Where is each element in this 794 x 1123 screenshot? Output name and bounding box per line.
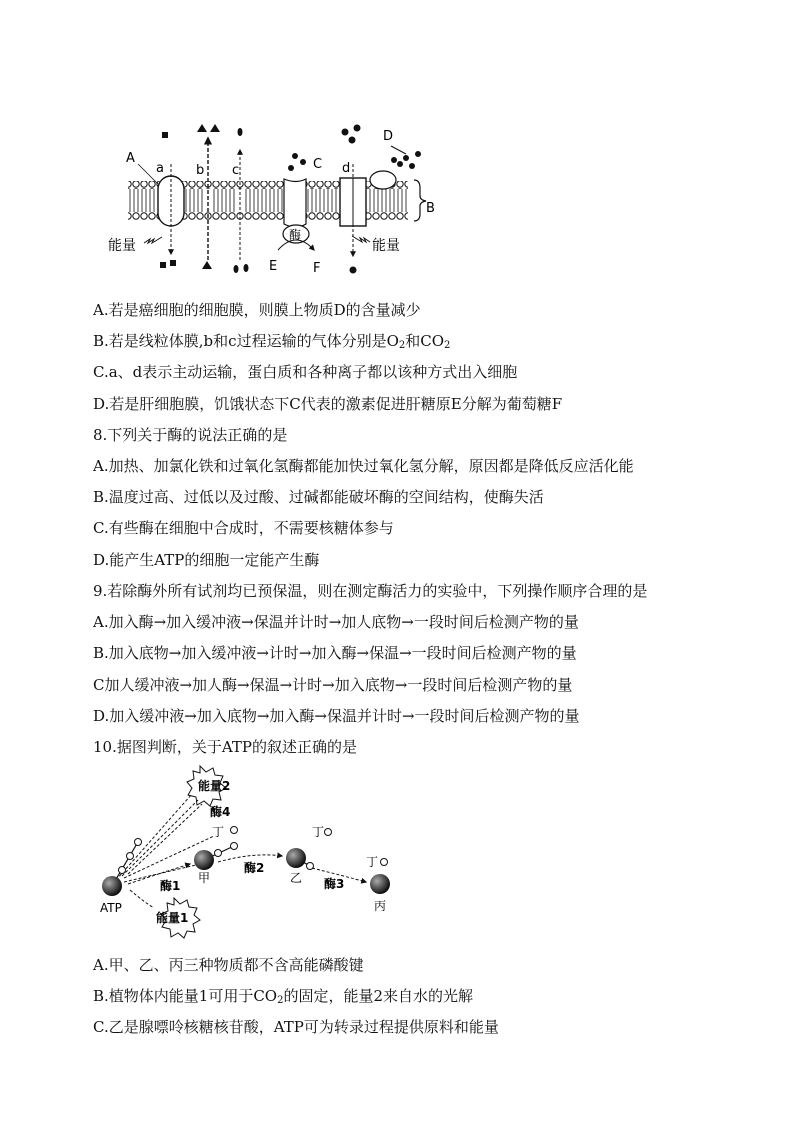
q7-option-d: D.若是肝细胞膜，饥饿状态下C代表的激素促进肝糖原E分解为葡萄糖F (93, 395, 563, 413)
q7-option-b (93, 331, 450, 356)
label-c: c (232, 163, 240, 178)
label-enzyme4: 酶4 (210, 805, 231, 819)
q10-stem: 10.据图判断，关于ATP的叙述正确的是 (93, 738, 357, 756)
q8-stem: 8.下列关于酶的说法正确的是 (93, 426, 288, 444)
q10-option-c: C.乙是腺嘌呤核糖核苷酸，ATP可为转录过程提供原料和能量 (93, 1018, 499, 1036)
label-energy-left: 能量 (108, 238, 136, 254)
q10-b-prefix: B.植物体内能量1可用于CO (93, 987, 278, 1005)
label-E: E (269, 259, 278, 274)
membrane-diagram (100, 124, 440, 282)
q8-option-a: A.加热、加氯化铁和过氧化氢酶都能加快过氧化氢分解，原因都是降低反应活化能 (93, 457, 634, 475)
label-enzyme2: 酶2 (244, 861, 265, 875)
q7-option-c: C.a、d表示主动运输，蛋白质和各种离子都以该种方式出入细胞 (93, 363, 518, 381)
label-enzyme1: 酶1 (160, 879, 181, 893)
label-enzyme3: 酶3 (324, 877, 345, 891)
label-A: A (126, 151, 135, 166)
label-d: d (342, 161, 351, 176)
label-ding1: 丁 (212, 825, 225, 839)
label-yi: 乙 (290, 871, 303, 885)
q9-option-d: D.加入缓冲液→加入底物→加入酶→保温并计时→一段时间后检测产物的量 (93, 707, 580, 725)
q7-b-prefix: B.若是线粒体膜,b和c过程运输的气体分别是O (93, 332, 399, 350)
label-jia: 甲 (198, 871, 211, 885)
q8-option-c: C.有些酶在细胞中合成时，不需要核糖体参与 (93, 519, 394, 537)
label-B: B (426, 201, 435, 216)
q9-option-b: B.加入底物→加入缓冲液→计时→加入酶→保温→一段时间后检测产物的量 (93, 644, 577, 662)
q7-b-sub1: 2 (398, 340, 406, 351)
label-energy-right: 能量 (372, 238, 400, 254)
label-C: C (313, 157, 323, 172)
q9-option-a: A.加入酶→加入缓冲液→保温并计时→加人底物→一段时间后检测产物的量 (93, 613, 579, 631)
q10-b-sub: 2 (277, 995, 284, 1006)
q7-option-a: A.若是癌细胞的细胞膜，则膜上物质D的含量减少 (93, 301, 421, 319)
label-D: D (383, 129, 394, 144)
label-a: a (156, 161, 164, 176)
label-bing: 丙 (374, 899, 387, 913)
label-b: b (196, 163, 205, 178)
label-enzyme: 酶 (289, 228, 302, 242)
label-atp: ATP (100, 901, 122, 915)
label-energy1: 能量1 (156, 911, 189, 925)
q10-option-a: A.甲、乙、丙三种物质都不含高能磷酸键 (93, 956, 364, 974)
q10-option-b (93, 986, 473, 1011)
q7-b-sub2: 2 (444, 340, 451, 351)
q8-option-b: B.温度过高、过低以及过酸、过碱都能破坏酶的空间结构，使酶失活 (93, 488, 544, 506)
label-F: F (313, 261, 321, 276)
atp-diagram (94, 760, 414, 940)
q10-b-suffix: 的固定，能量2来自水的光解 (283, 987, 474, 1005)
q8-option-d: D.能产生ATP的细胞一定能产生酶 (93, 551, 320, 569)
label-energy2: 能量2 (198, 779, 231, 793)
q7-b-mid: 和CO (405, 332, 445, 350)
q9-option-c: C加人缓冲液→加人酶→保温→计时→加入底物→一段时间后检测产物的量 (93, 676, 573, 694)
q9-stem: 9.若除酶外所有试剂均已预保温，则在测定酶活力的实验中，下列操作顺序合理的是 (93, 582, 648, 600)
label-ding3: 丁 (366, 855, 379, 869)
label-ding2: 丁 (312, 825, 325, 839)
